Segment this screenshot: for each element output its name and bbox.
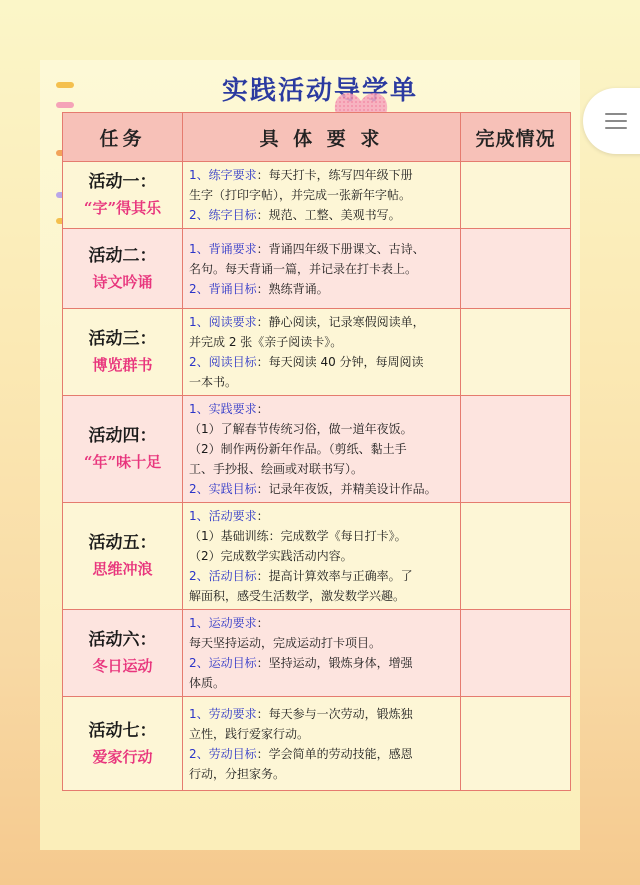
requirement-text: 一本书。	[189, 375, 238, 389]
requirement-label: 1、运动要求	[189, 616, 257, 630]
requirement-text: 解面积，感受生活数学，激发数学兴趣。	[189, 589, 406, 603]
requirement-text: 行动，分担家务。	[189, 766, 286, 781]
requirement-text: ：坚持运动，锻炼身体，增强	[256, 656, 413, 670]
requirement-text: ：每天打卡，练写四年级下册	[256, 168, 413, 182]
table-row	[63, 229, 571, 309]
requirement-text: ：背诵四年级下册课文、古诗、	[256, 241, 425, 256]
requirement-text: ：规范、工整、美观书写。	[256, 208, 401, 222]
requirements-cell	[183, 610, 461, 697]
requirement-label: 2、劳动目标	[189, 746, 257, 761]
requirement-label: 2、练字目标	[189, 208, 257, 222]
table-row	[63, 396, 571, 503]
requirement-label: 2、运动目标	[189, 656, 257, 670]
requirement-label: 1、练字要求	[189, 168, 257, 182]
activity-subtitle: 博览群书	[92, 356, 153, 374]
requirement-text: ：静心阅读，记录寒假阅读单，	[256, 315, 425, 329]
activity-name: 活动二：	[88, 245, 157, 266]
requirement-text: ：每天阅读 40 分钟，每周阅读	[256, 355, 424, 369]
table-row	[63, 610, 571, 697]
requirement-text: 工、手抄报、绘画或对联书写）。	[189, 462, 364, 476]
requirement-label: 1、阅读要求	[189, 315, 257, 329]
activity-subtitle: “字”得其乐	[83, 199, 162, 217]
status-cell[interactable]	[461, 503, 571, 610]
requirement-text: ：每天参与一次劳动，锻炼独	[256, 706, 413, 721]
page-title: 实践活动导学单	[221, 76, 418, 106]
requirement-text: ：记录年夜饭，并精美设计作品。	[256, 482, 437, 496]
requirements-cell	[183, 162, 461, 229]
requirement-text: 生字（打印字帖），并完成一张新年字帖。	[189, 188, 412, 202]
requirement-text: 立性，践行爱家行动。	[189, 726, 310, 741]
requirement-text: 每天坚持运动，完成运动打卡项目。	[189, 636, 382, 650]
activity-subtitle: 爱家行动	[92, 747, 153, 766]
activity-subtitle: 思维冲浪	[92, 560, 153, 578]
task-cell	[63, 229, 183, 309]
status-cell[interactable]	[461, 610, 571, 697]
activity-name: 活动五：	[88, 533, 157, 553]
side-menu-button[interactable]	[583, 88, 640, 154]
activity-name: 活动六：	[88, 630, 157, 650]
activity-subtitle: “年”味十足	[83, 453, 162, 471]
status-cell[interactable]	[461, 396, 571, 503]
requirement-text: （2）制作两份新年作品。（剪纸、黏土手	[189, 442, 407, 456]
requirement-label: 2、活动目标	[189, 569, 257, 583]
requirement-text: ：熟练背诵。	[256, 281, 329, 296]
activity-name: 活动七：	[88, 720, 157, 741]
task-cell	[63, 309, 183, 396]
requirement-text: ：	[256, 402, 269, 416]
requirement-text: ：	[256, 509, 269, 523]
activity-table	[62, 112, 571, 791]
task-cell	[63, 503, 183, 610]
requirement-text: （2）完成数学实践活动内容。	[189, 549, 353, 563]
requirement-text: ：提高计算效率与正确率。了	[256, 569, 413, 583]
status-cell[interactable]	[461, 309, 571, 396]
requirement-label: 2、阅读目标	[189, 355, 257, 369]
task-cell	[63, 697, 183, 791]
requirement-text: （1）基础训练：完成数学《每日打卡》。	[189, 529, 407, 543]
table-row	[63, 162, 571, 229]
status-cell[interactable]	[461, 162, 571, 229]
task-cell	[63, 162, 183, 229]
requirements-cell	[183, 309, 461, 396]
status-cell[interactable]	[461, 697, 571, 791]
table-row	[63, 697, 571, 791]
requirement-label: 1、劳动要求	[189, 706, 257, 721]
activity-name: 活动四：	[88, 426, 157, 446]
menu-icon	[605, 113, 627, 115]
header-status: 完成情况	[461, 113, 571, 162]
requirement-text: 名句。每天背诵一篇，并记录在打卡表上。	[189, 261, 418, 276]
requirement-label: 1、活动要求	[189, 509, 257, 523]
table-header-row	[63, 113, 571, 162]
requirement-label: 1、实践要求	[189, 402, 257, 416]
header-requirements: 具 体 要 求	[183, 113, 461, 162]
activity-name: 活动一：	[88, 172, 157, 192]
task-cell	[63, 396, 183, 503]
requirement-text: ：学会简单的劳动技能，感恩	[256, 746, 413, 761]
requirement-label: 1、背诵要求	[189, 241, 257, 256]
requirement-label: 2、背诵目标	[189, 281, 257, 296]
status-cell[interactable]	[461, 229, 571, 309]
requirement-label: 2、实践目标	[189, 482, 257, 496]
requirement-text: ：	[256, 616, 269, 630]
requirement-text: 并完成 2 张《亲子阅读卡》。	[189, 335, 343, 349]
activity-subtitle: 冬日运动	[92, 657, 153, 675]
requirements-cell	[183, 503, 461, 610]
requirement-text: 体质。	[189, 676, 226, 690]
task-cell	[63, 610, 183, 697]
activity-subtitle: 诗文吟诵	[92, 272, 153, 291]
requirements-cell	[183, 396, 461, 503]
requirements-cell	[183, 229, 461, 309]
header-task: 任务	[63, 113, 183, 162]
table-row	[63, 503, 571, 610]
requirement-text: （1）了解春节传统习俗，做一道年夜饭。	[189, 422, 413, 436]
table-row	[63, 309, 571, 396]
requirements-cell	[183, 697, 461, 791]
activity-name: 活动三：	[88, 329, 157, 349]
